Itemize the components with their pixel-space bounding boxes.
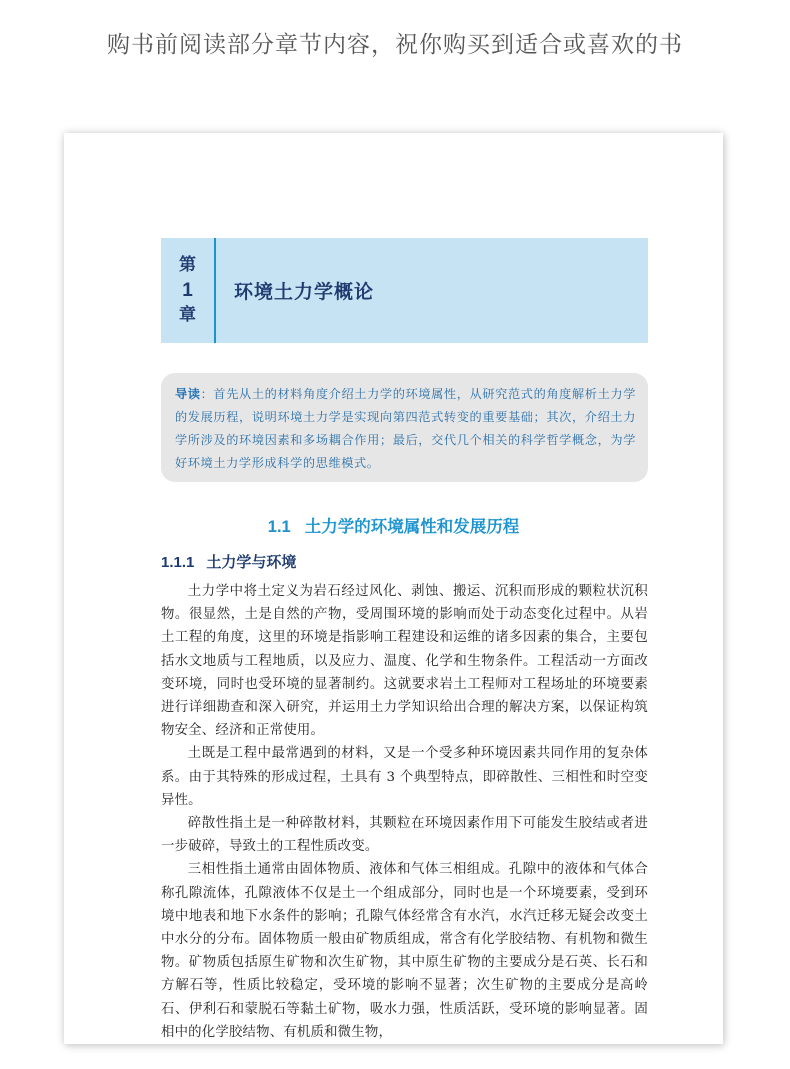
subsection-number: 1.1.1: [161, 554, 195, 571]
section-title: 土力学的环境属性和发展历程: [304, 517, 520, 536]
intro-lead-label: 导读: [175, 387, 201, 401]
body-text: [161, 580, 648, 1044]
paragraph: 三相性指土通常由固体物质、液体和气体三相组成。孔隙中的液体和气体合称孔隙流体，孔隙液体不仅是土一个组成部分，同时也是一个环境要素，受到环境中地表和地下水条件的影响；孔隙气体经常含有水汽，水汽迁移无疑会改变土中水分的分布。固体物质一般由矿物质组成，常含有化学胶结物、有机物和微生物。矿物质包括原生矿物和次生矿物，其中原生矿物的主要成分是石英、长石和方解石等，性质比较稳定，受环境的影响不显著；次生矿物的主要成分是高岭石、伊利石和蒙脱石等黏土矿物，吸水力强，性质活跃，受环境的影响显著。固相中的化学胶结物、有机质和微生物，: [161, 862, 648, 1040]
book-page: [64, 133, 723, 1044]
intro-text: ：首先从土的材料角度介绍土力学的环境属性，从研究范式的角度解析土力学的发展历程，说明环境土力学是实现向第四范式转变的重要基础；其次，介绍土力学所涉及的环境因素和多场耦合作用；最后，交代几个相关的科学哲学概念，为学好环境土力学形成科学的思维模式。: [175, 387, 637, 470]
chapter-divider: [214, 238, 216, 343]
section-number: 1.1: [267, 518, 291, 536]
subsection-heading: [161, 551, 296, 572]
chapter-prefix: 第: [179, 255, 196, 275]
chapter-suffix: 章: [179, 305, 196, 325]
chapter-header: [161, 238, 648, 343]
paragraph: 土力学中将土定义为岩石经过风化、剥蚀、搬运、沉积而形成的颗粒状沉积物。很显然，土是自然的产物，受周围环境的影响而处于动态变化过程中。从岩土工程的角度，这里的环境是指影响工程建设和运维的诸多因素的集合，主要包括水文地质与工程地质，以及应力、温度、化学和生物条件。工程活动一方面改变环境，同时也受环境的显著制约。这就要求岩土工程师对工程场址的环境要素进行详细勘查和深入研究，并运用土力学知识给出合理的解决方案，以保证构筑物安全、经济和正常使用。: [161, 584, 648, 739]
chapter-intro-box: [161, 373, 648, 482]
chapter-number: 1: [182, 280, 193, 301]
chapter-number-block: [161, 238, 214, 343]
preview-banner-caption: 购书前阅读部分章节内容，祝你购买到适合或喜欢的书: [107, 32, 683, 58]
subsection-title: 土力学与环境: [206, 553, 297, 571]
section-heading: [64, 513, 723, 537]
chapter-title: 环境土力学概论: [234, 281, 375, 303]
paragraph: 土既是工程中最常遇到的材料，又是一个受多种环境因素共同作用的复杂体系。由于其特殊的形成过程，土具有 3 个典型特点，即碎散性、三相性和时空变异性。: [161, 746, 648, 808]
paragraph: 碎散性指土是一种碎散材料，其颗粒在环境因素作用下可能发生胶结或者进一步破碎，导致土的工程性质改变。: [161, 816, 648, 855]
